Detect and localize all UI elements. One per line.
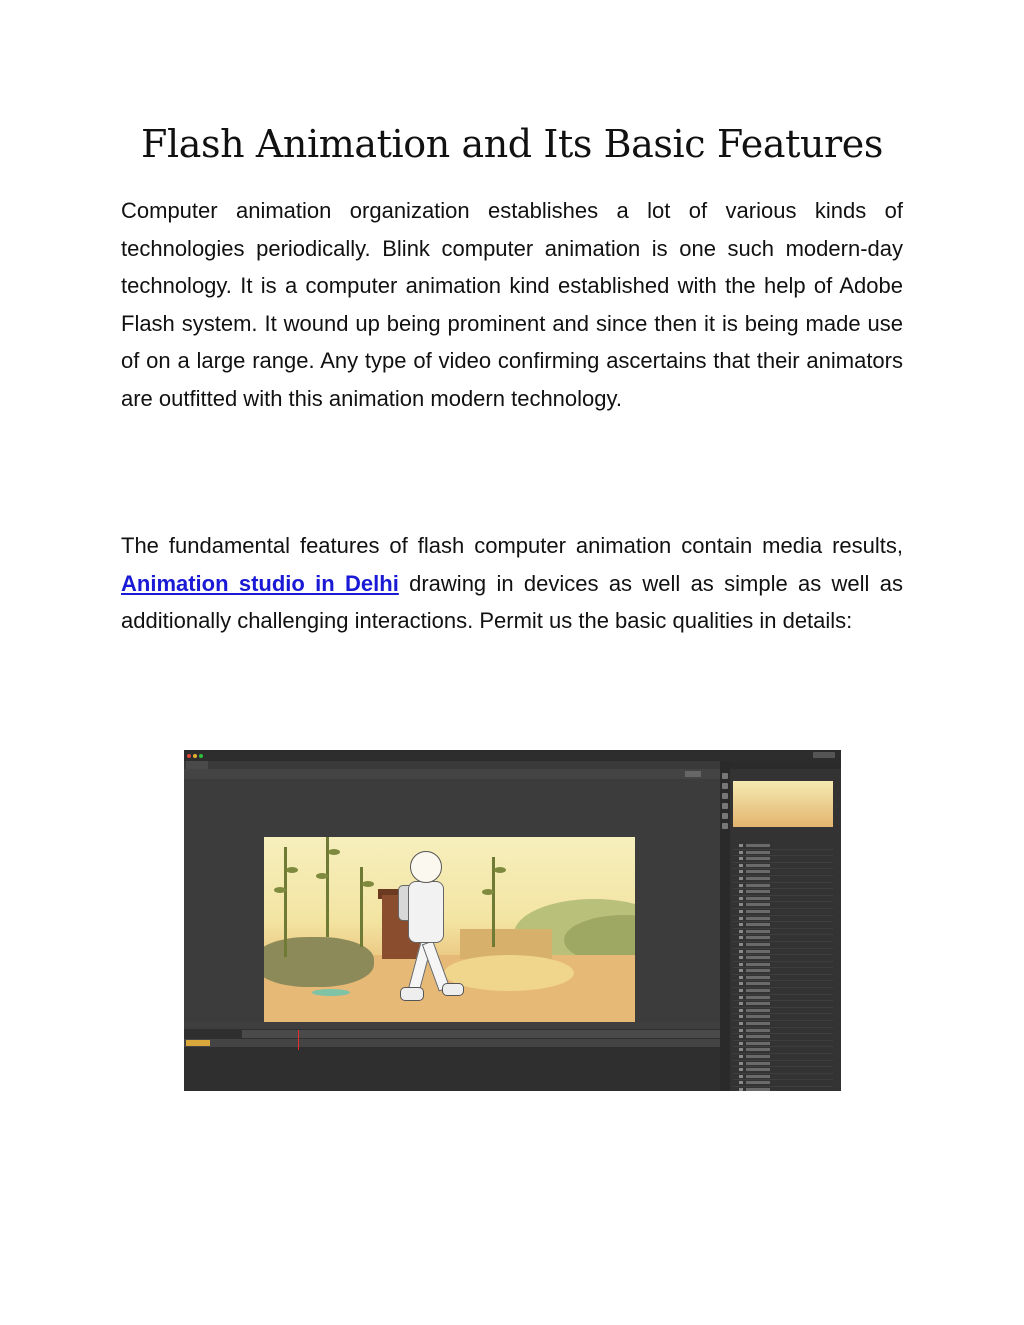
flash-editor-screenshot [184,750,841,1091]
frame-ruler [242,1030,720,1038]
library-row [733,1021,833,1028]
paragraph-intro: Computer animation organization establishes a lot of various kinds of technologies periodically. Blink computer animation is one such modern-day technology. It is a computer animation kind established with the help of Adobe Flash system. It wound up being prominent and since then it is being made use of on a large range. Any type of video confirming ascertains that their animators are outfitted with this animation modern technology. [121,198,903,411]
plant-leaf [286,867,298,873]
plant-leaf [274,887,286,893]
tool-icon [722,803,728,809]
tools-strip [720,761,730,1091]
library-row [733,1008,833,1015]
library-row [733,1028,833,1035]
library-row [733,1001,833,1008]
library-row [733,850,833,857]
editor-titlebar [184,750,841,761]
tool-icon [722,823,728,829]
playhead-marker [298,1030,299,1050]
library-row [733,1074,833,1081]
paragraph-features-lead: The fundamental features of flash computer animation contain media results, [121,533,903,558]
library-row [733,902,833,909]
tool-icon [722,773,728,779]
library-row [733,916,833,923]
animation-studio-link[interactable]: Animation studio in Delhi [121,570,399,596]
puddle-shape [312,989,350,996]
zoom-control [685,771,701,777]
library-row [733,1061,833,1068]
library-row [733,995,833,1002]
timeline-tabs [184,1022,720,1029]
timeline-panel [184,1022,720,1091]
rocks-shape [264,937,374,987]
tool-icon [722,783,728,789]
library-row [733,1080,833,1087]
library-row [733,962,833,969]
library-row [733,876,833,883]
library-row [733,1047,833,1054]
library-row [733,1054,833,1061]
plant-leaf [328,849,340,855]
library-row [733,1087,833,1091]
paragraph-features-tail: drawing in devices as well as simple as well as additionally challenging interactions. Permit us the basic qualities in details: [121,570,903,634]
library-item-list [733,843,833,1091]
library-row [733,896,833,903]
library-row [733,988,833,995]
plant-leaf [316,873,328,879]
plant-stem [360,867,363,947]
library-preview-thumbnail [733,781,833,827]
minimize-dot-icon [193,754,197,758]
library-row [733,975,833,982]
timeline-layer-row [184,1039,720,1047]
library-row [733,1014,833,1021]
library-panel [730,761,841,1091]
library-row [733,949,833,956]
library-row [733,889,833,896]
scene-bar [184,769,720,779]
library-row [733,1034,833,1041]
plant-leaf [494,867,506,873]
plant-stem [284,847,287,957]
tool-icon [722,813,728,819]
character-head [410,851,442,883]
library-row [733,869,833,876]
character-shoe [442,983,464,996]
library-row [733,922,833,929]
paragraph-features [121,527,903,640]
library-row [733,843,833,850]
plant-leaf [482,889,494,895]
maximize-dot-icon [199,754,203,758]
character-body [408,881,444,943]
library-row [733,981,833,988]
library-row [733,856,833,863]
library-row [733,955,833,962]
workspace-switcher [813,752,835,758]
library-row [733,942,833,949]
character-shoe [400,987,424,1001]
library-row [733,883,833,890]
tool-icon [722,793,728,799]
panel-tabs [730,761,841,769]
plant-leaf [362,881,374,887]
library-row [733,929,833,936]
close-dot-icon [187,754,191,758]
library-row [733,863,833,870]
library-row [733,935,833,942]
library-row [733,1041,833,1048]
layer-name-label [186,1040,210,1046]
document-tab [186,761,208,769]
library-row [733,968,833,975]
library-row [733,909,833,916]
library-row [733,1067,833,1074]
page-title: Flash Animation and Its Basic Features [141,122,883,166]
animation-stage [264,837,635,1023]
